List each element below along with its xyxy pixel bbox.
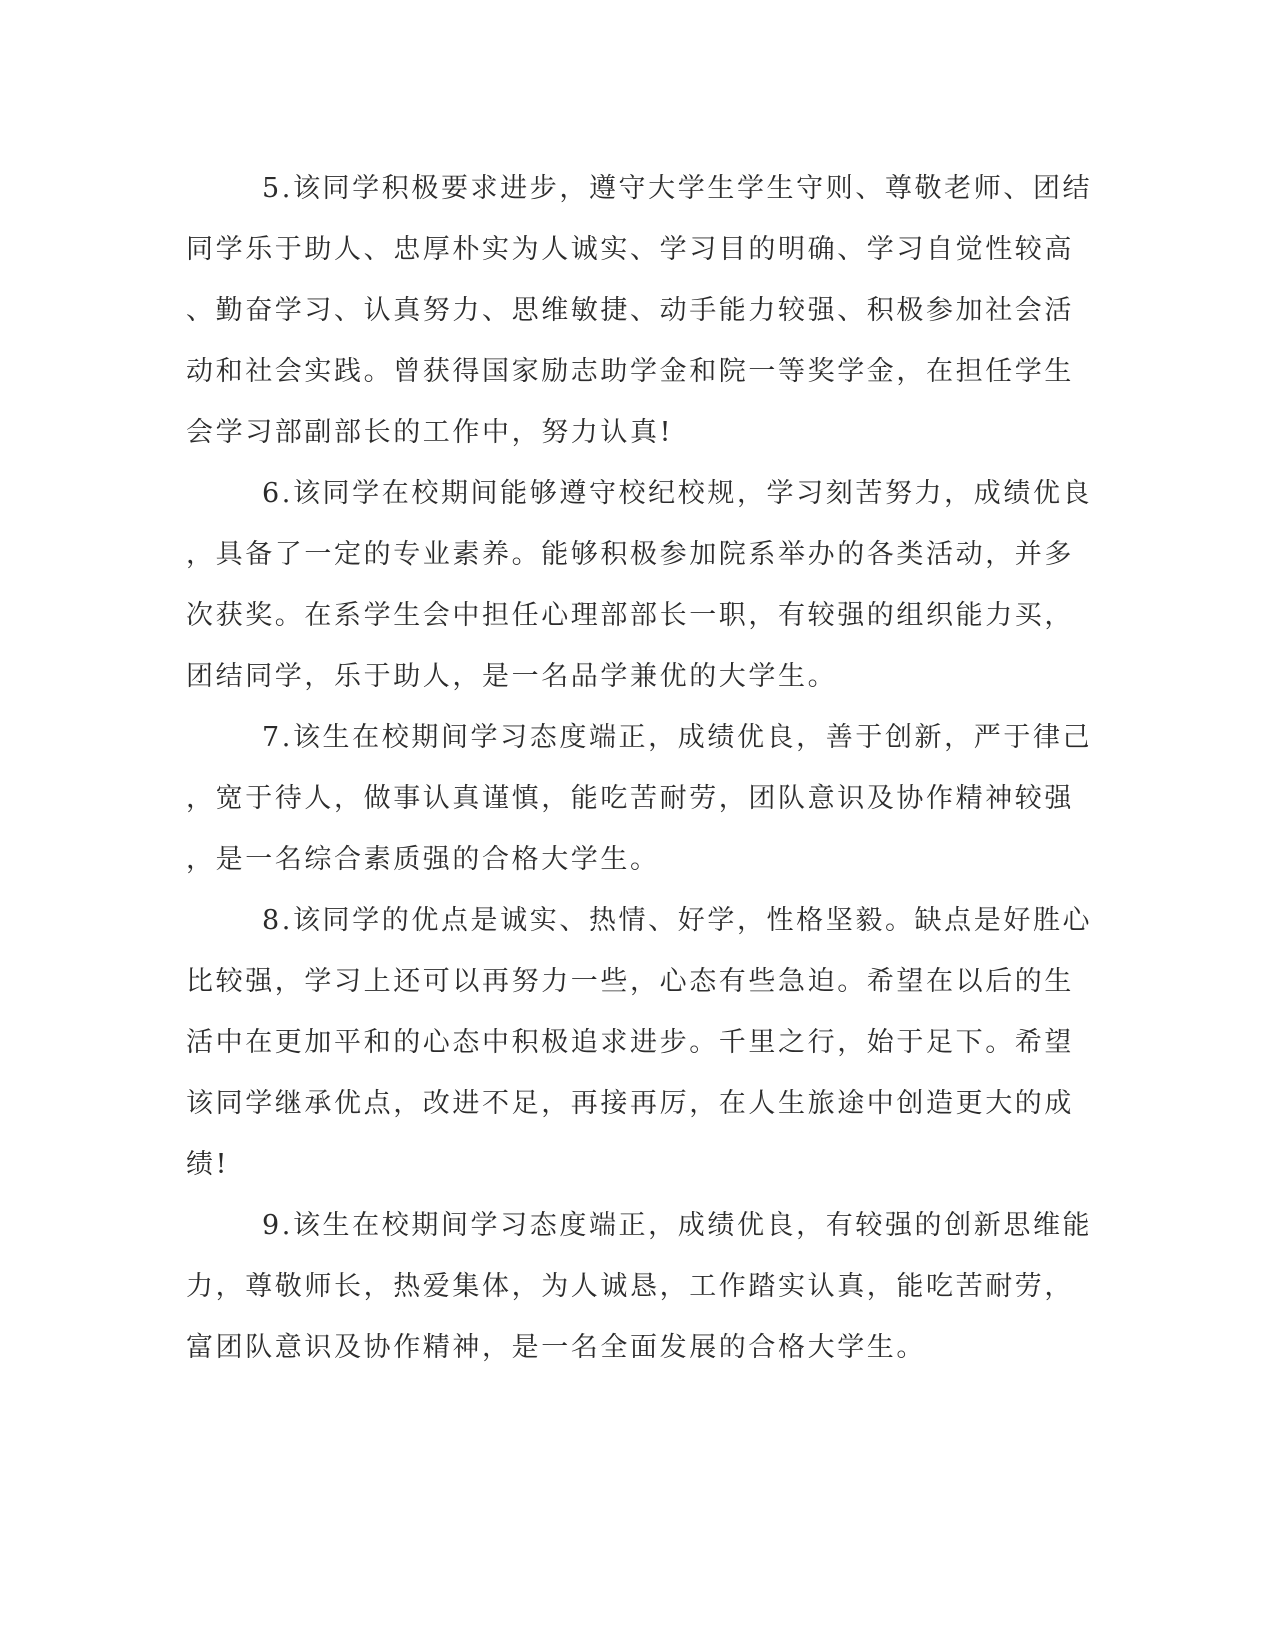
paragraph-line: 力，尊敬师长，热爱集体，为人诚恳，工作踏实认真，能吃苦耐劳， [186, 1271, 1074, 1302]
paragraph-line: 富团队意识及协作精神，是一名全面发展的合格大学生。 [186, 1332, 926, 1363]
paragraph-line: 5.该同学积极要求进步，遵守大学生学生守则、尊敬老师、团结 [262, 173, 1093, 204]
paragraph-line: 、勤奋学习、认真努力、思维敏捷、动手能力较强、积极参加社会活 [186, 295, 1074, 326]
paragraph-line: ，具备了一定的专业素养。能够积极参加院系举办的各类活动，并多 [186, 539, 1074, 570]
paragraph-line: 动和社会实践。曾获得国家励志助学金和院一等奖学金，在担任学生 [186, 356, 1074, 387]
paragraph-line: ，是一名综合素质强的合格大学生。 [186, 844, 660, 875]
paragraph-line: 次获奖。在系学生会中担任心理部部长一职，有较强的组织能力买， [186, 600, 1074, 631]
paragraph-line: 7.该生在校期间学习态度端正，成绩优良，善于创新，严于律己 [262, 722, 1093, 753]
paragraph-line: 活中在更加平和的心态中积极追求进步。千里之行，始于足下。希望 [186, 1027, 1074, 1058]
paragraph-line: 9.该生在校期间学习态度端正，成绩优良，有较强的创新思维能 [262, 1210, 1093, 1241]
paragraph-9 [186, 1195, 1093, 1378]
paragraph-line: 会学习部副部长的工作中，努力认真! [186, 417, 674, 448]
paragraph-line: 团结同学，乐于助人，是一名品学兼优的大学生。 [186, 661, 838, 692]
document-body [186, 158, 1093, 1378]
paragraph-7 [186, 707, 1093, 890]
paragraph-8 [186, 890, 1093, 1195]
paragraph-line: 6.该同学在校期间能够遵守校纪校规，学习刻苦努力，成绩优良 [262, 478, 1093, 509]
paragraph-line: 该同学继承优点，改进不足，再接再厉，在人生旅途中创造更大的成 [186, 1088, 1074, 1119]
paragraph-line: 同学乐于助人、忠厚朴实为人诚实、学习目的明确、学习自觉性较高 [186, 234, 1074, 265]
paragraph-5 [186, 158, 1093, 463]
paragraph-line: 8.该同学的优点是诚实、热情、好学，性格坚毅。缺点是好胜心 [262, 905, 1093, 936]
paragraph-line: 绩! [186, 1149, 230, 1180]
paragraph-6 [186, 463, 1093, 707]
paragraph-line: 比较强，学习上还可以再努力一些，心态有些急迫。希望在以后的生 [186, 966, 1074, 997]
paragraph-line: ，宽于待人，做事认真谨慎，能吃苦耐劳，团队意识及协作精神较强 [186, 783, 1074, 814]
